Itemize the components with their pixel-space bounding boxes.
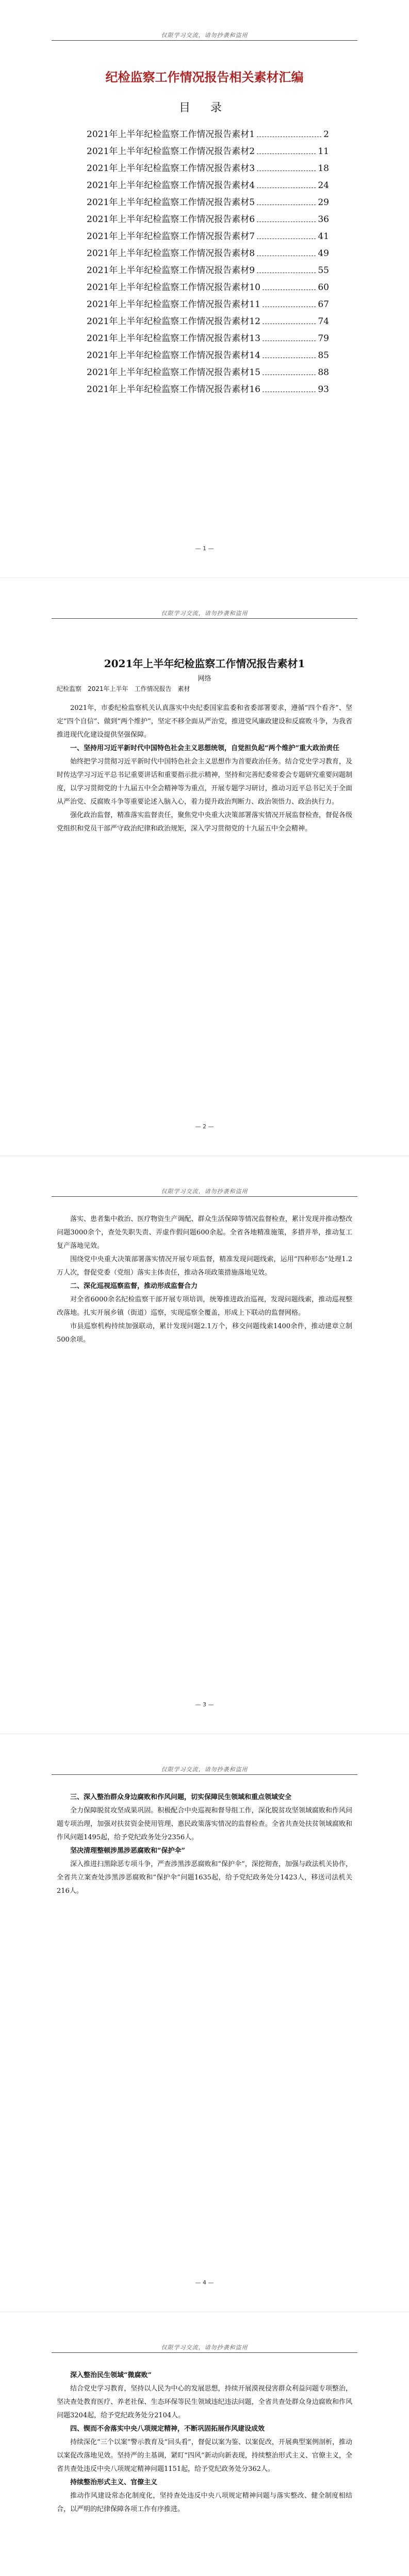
toc-entry-title: 2021年上半年纪检监察工作情况报告素材16 <box>87 384 260 395</box>
toc-leader-dots <box>263 279 316 290</box>
page-header: 仅限学习交流，请勿抄袭和盗用 <box>161 2344 248 2351</box>
page-5 <box>0 2312 409 2576</box>
toc-entry-title: 2021年上半年纪检监察工作情况报告素材10 <box>87 282 260 293</box>
toc-entry[interactable] <box>87 364 329 381</box>
body-text <box>57 2369 352 2516</box>
toc-entry-title: 2021年上半年纪检监察工作情况报告素材9 <box>87 265 255 276</box>
section-heading: 四、锲而不舍落实中央八项规定精神，不断巩固拓展作风建设成效 <box>70 2425 265 2433</box>
toc-entry[interactable] <box>87 177 329 194</box>
toc-entry-page: 11 <box>318 146 329 157</box>
toc-heading: 目 录 <box>179 101 230 114</box>
toc-entry[interactable] <box>87 262 329 279</box>
body-text <box>57 1791 352 1898</box>
toc-entry[interactable] <box>87 245 329 262</box>
paragraph: 2021年，市委纪检监察机关认真落实中央纪委国家监委和省委部署要求，遵循“四个看齐”、坚定“四个自信”、做到“两个维护”，坚定不移全面从严治党，推进党风廉政建设和反腐败斗争，为我省推进现代化建设提供坚强保障。 <box>57 704 352 739</box>
paragraph: 市县巡察机构持续加强联动，累计发现问题2.1万个，移交问题线索1400余件，推动建章立制500余项。 <box>57 1323 352 1344</box>
toc-entry[interactable] <box>87 126 329 143</box>
toc-entry[interactable] <box>87 347 329 364</box>
toc-entry[interactable] <box>87 296 329 313</box>
toc-entry-title: 2021年上半年纪检监察工作情况报告素材14 <box>87 350 260 361</box>
section-heading: 三、深入整治群众身边腐败和作风问题，切实保障民生领域和重点领域安全 <box>70 1793 292 1801</box>
toc-entry-page: 88 <box>318 367 329 378</box>
toc-entry[interactable] <box>87 194 329 211</box>
toc-entry-page: 55 <box>318 265 329 276</box>
toc-leader-dots <box>257 160 316 171</box>
toc-entry-title: 2021年上半年纪检监察工作情况报告素材7 <box>87 231 255 242</box>
page-number: — 2 — <box>195 1123 214 1130</box>
toc-entry-page: 93 <box>318 384 329 395</box>
toc-entry-page: 29 <box>318 197 329 208</box>
paragraph: 落实、患者集中救治、医疗物资生产调配、群众生活保障等情况监督检查，累计发现并推动整改问题3000余个，查处失职失责、弄虚作假问题600余起。全省各地精准施策，多措并举，推动复工复产落地见效。 <box>57 1215 352 1250</box>
toc-entry[interactable] <box>87 143 329 160</box>
toc-entry-title: 2021年上半年纪检监察工作情况报告素材15 <box>87 367 260 378</box>
toc-leader-dots <box>257 245 316 256</box>
toc-leader-dots <box>263 347 316 358</box>
toc-entry-page: 18 <box>318 163 329 174</box>
toc-entry[interactable] <box>87 211 329 228</box>
paragraph: 始终把学习贯彻习近平新时代中国特色社会主义思想作为首要政治任务。结合党史学习教育，及时传达学习习近平总书记重要讲话和重要指示批示精神，坚持和完善纪委常委会专题研究重要问题制度，以学习贯彻党的十九届五中全会精神等为重点，开展专题学习研讨，推动习近平总书记关于全面从严治党、反腐败斗争等重要论述入脑入心，着力提升政治判断力、政治领悟力、政治执行力。 <box>57 758 352 806</box>
toc-entry[interactable] <box>87 330 329 347</box>
body-text <box>57 702 352 836</box>
toc-entry-title: 2021年上半年纪检监察工作情况报告素材3 <box>87 163 255 174</box>
section-heading: 一、坚持用习近平新时代中国特色社会主义思想统领，自觉担负起“两个维护”重大政治责任 <box>70 744 339 752</box>
toc-entry-title: 2021年上半年纪检监察工作情况报告素材11 <box>87 299 260 310</box>
body-text <box>57 1213 352 1347</box>
toc-entry-title: 2021年上半年纪检监察工作情况报告素材12 <box>87 316 260 327</box>
toc-entry-page: 60 <box>318 282 329 293</box>
toc-entry-title: 2021年上半年纪检监察工作情况报告素材2 <box>87 146 255 157</box>
toc-leader-dots <box>257 211 316 222</box>
toc-entry-title: 2021年上半年纪检监察工作情况报告素材6 <box>87 214 255 225</box>
page-header: 仅限学习交流，请勿抄袭和盗用 <box>161 1188 248 1195</box>
toc-entry-page: 79 <box>318 333 329 344</box>
page-header: 仅限学习交流，请勿抄袭和盗用 <box>161 610 248 617</box>
toc-list <box>87 126 329 398</box>
article-author: 网络 <box>198 675 211 683</box>
toc-entry-page: 24 <box>318 180 329 191</box>
toc-leader-dots <box>257 143 316 154</box>
toc-leader-dots <box>257 177 316 188</box>
toc-leader-dots <box>263 296 316 307</box>
toc-entry[interactable] <box>87 160 329 177</box>
page-number: — 4 — <box>195 2279 214 2286</box>
toc-leader-dots <box>263 330 316 341</box>
toc-entry-page: 41 <box>318 231 329 242</box>
toc-entry-title: 2021年上半年纪检监察工作情况报告素材4 <box>87 180 255 191</box>
paragraph: 推动作风建设常态化制度化，坚持查处违反中央八项规定精神问题与落实整改、健全制度相结合，以严明的纪律保障各项工作有序推进。 <box>57 2492 352 2513</box>
toc-leader-dots <box>263 364 316 375</box>
paragraph: 结合党史学习教育，坚持以人民为中心的发展思想，持续开展漠视侵害群众利益问题专项整治，坚决查处教育医疗、养老社保、生态环保等民生领域违纪违法问题，全省共查处群众身边腐败和作风问题3204起，给予党纪政务处分2104人。 <box>57 2385 352 2419</box>
toc-leader-dots <box>257 228 316 239</box>
toc-entry[interactable] <box>87 381 329 398</box>
toc-entry[interactable] <box>87 313 329 330</box>
toc-leader-dots <box>263 381 316 392</box>
paragraph: 全力保障脱贫攻坚成果巩固。积极配合中央巡视和督导组工作，深化脱贫攻坚领域腐败和作风问题专项治理，加强对扶贫资金使用管理、惠民政策落实情况的监督检查。全省共查处扶贫领域腐败和作风问题1495起，给予党纪政务处分2356人。 <box>57 1807 352 1841</box>
toc-entry[interactable] <box>87 228 329 245</box>
page-header: 仅限学习交流，请勿抄袭和盗用 <box>161 1766 248 1773</box>
toc-entry-page: 85 <box>318 350 329 361</box>
header-divider <box>52 1774 357 1775</box>
toc-entry-page: 49 <box>318 248 329 259</box>
page-number: — 3 — <box>195 1701 214 1708</box>
page-1 <box>0 0 409 578</box>
header-divider <box>52 40 357 41</box>
paragraph: 深入推进扫黑除恶专项斗争，严查涉黑涉恶腐败和“保护伞”，深挖彻查，加强与政法机关协作，全省共立案查处涉黑涉恶腐败和“保护伞”问题1635起，给予党纪政务处分1423人，移送司法机关216人。 <box>57 1860 352 1895</box>
page-3 <box>0 1156 409 1734</box>
page-number: — 1 — <box>195 545 214 552</box>
section-heading: 坚决清理整顿涉黑涉恶腐败和“保护伞” <box>70 1847 185 1855</box>
toc-entry-page: 67 <box>318 299 329 310</box>
section-heading: 持续整治形式主义、官僚主义 <box>70 2479 158 2486</box>
toc-entry-title: 2021年上半年纪检监察工作情况报告素材1 <box>87 129 255 140</box>
toc-leader-dots <box>257 194 316 205</box>
page-header: 仅限学习交流，请勿抄袭和盗用 <box>161 32 248 39</box>
section-heading: 深入整治民生领域“微腐败” <box>70 2371 152 2379</box>
toc-entry-title: 2021年上半年纪检监察工作情况报告素材13 <box>87 333 260 344</box>
article-title: 2021年上半年纪检监察工作情况报告素材1 <box>104 657 305 670</box>
page-2 <box>0 578 409 1156</box>
toc-entry-title: 2021年上半年纪检监察工作情况报告素材8 <box>87 248 255 259</box>
toc-entry-title: 2021年上半年纪检监察工作情况报告素材5 <box>87 197 255 208</box>
toc-leader-dots <box>257 262 316 273</box>
toc-entry-page: 74 <box>318 316 329 327</box>
header-divider <box>52 2352 357 2353</box>
paragraph: 强化政治监督，精准落实监督责任，聚焦党中央重大决策部署落实情况开展监督检查，督促各级党组织和党员干部严守政治纪律和政治规矩，深入学习贯彻党的十九届五中全会精神。 <box>57 811 352 833</box>
toc-entry-page: 2 <box>323 129 329 140</box>
header-divider <box>52 1196 357 1197</box>
toc-leader-dots <box>263 313 316 324</box>
section-heading: 二、深化巡视巡察监督，推动形成监督合力 <box>70 1282 198 1290</box>
toc-leader-dots <box>257 126 321 137</box>
header-divider <box>52 618 357 619</box>
article-keywords: 纪检监察 2021年上半年 工作情况报告 素材 <box>57 685 190 692</box>
document-title: 纪检监察工作情况报告相关素材汇编 <box>105 70 304 84</box>
paragraph: 围绕党中央重大决策部署落实情况开展专项监督，精准发现问题线索，运用“四种形态”处理1.2万人次，督促党委（党组）落实主体责任，推动各项政策措施落地见效。 <box>57 1256 352 1277</box>
paragraph: 对全省6000余名纪检监察干部开展专项培训，统筹推进政治巡视，发现问题线索，推动巡视整改落地。扎实开展乡镇（街道）巡察，实现巡察全覆盖，形成上下联动的监督网格。 <box>57 1296 352 1317</box>
paragraph: 持续深化“三个以案”警示教育及“回头看”，督促以案为鉴、以案促改，开展典型案例剖析，推动以案促改落地见效。坚持严的主基调，紧盯“四风”新动向新表现，持续整治形式主义、官僚主义，全省共查处违反中央八项规定精神问题1151起，给予党纪政务处分362人。 <box>57 2438 352 2473</box>
page-4 <box>0 1734 409 2312</box>
toc-entry[interactable] <box>87 279 329 296</box>
toc-entry-page: 36 <box>318 214 329 225</box>
